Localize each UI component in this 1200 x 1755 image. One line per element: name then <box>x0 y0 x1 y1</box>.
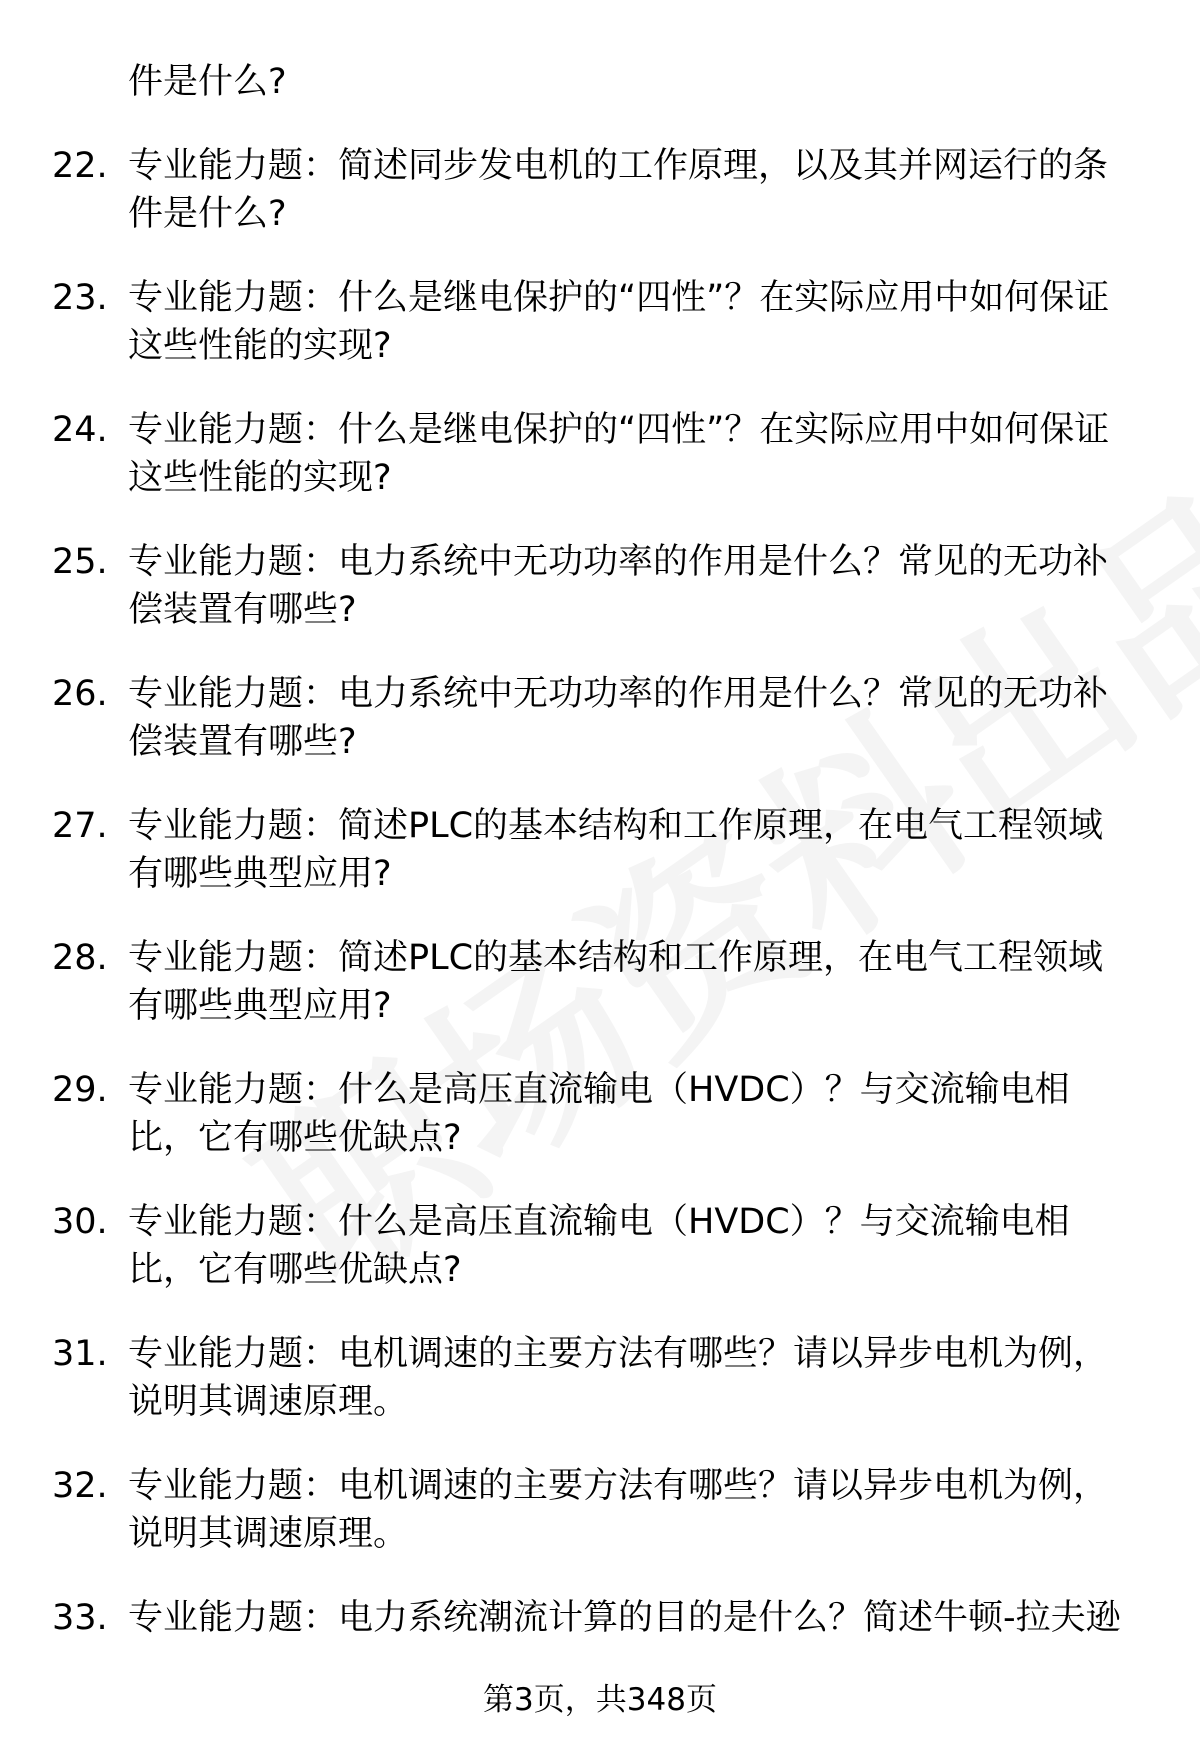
question-text: 专业能力题：电力系统潮流计算的目的是什么？简述牛顿-拉夫逊 <box>128 1598 1121 1638</box>
question-text: 专业能力题：什么是继电保护的“四性”？在实际应用中如何保证这些性能的实现? <box>128 410 1110 498</box>
question-text: 专业能力题：简述同步发电机的工作原理，以及其并网运行的条件是什么? <box>128 146 1109 234</box>
question-number: 32. <box>52 1466 108 1506</box>
list-item <box>0 1462 1200 1594</box>
list-item <box>0 670 1200 802</box>
list-item <box>0 406 1200 538</box>
list-item <box>0 1066 1200 1198</box>
question-number: 25. <box>52 542 108 582</box>
list-item <box>0 802 1200 934</box>
list-item <box>0 142 1200 274</box>
question-number: 27. <box>52 806 108 846</box>
question-text: 专业能力题：简述PLC的基本结构和工作原理，在电气工程领域有哪些典型应用? <box>128 806 1104 894</box>
question-text: 专业能力题：什么是高压直流输电（HVDC）？与交流输电相比，它有哪些优缺点? <box>128 1070 1070 1158</box>
list-item <box>0 1330 1200 1462</box>
question-text: 专业能力题：简述PLC的基本结构和工作原理，在电气工程领域有哪些典型应用? <box>128 938 1104 1026</box>
question-number: 24. <box>52 410 108 450</box>
question-number: 23. <box>52 278 108 318</box>
page-footer: 第3页，共348页 <box>483 1682 717 1718</box>
continuation-text: 件是什么? <box>128 62 287 102</box>
question-number: 22. <box>52 146 108 186</box>
question-text: 专业能力题：什么是高压直流输电（HVDC）？与交流输电相比，它有哪些优缺点? <box>128 1202 1070 1290</box>
question-number: 26. <box>52 674 108 714</box>
question-text: 专业能力题：电机调速的主要方法有哪些？请以异步电机为例，说明其调速原理。 <box>128 1334 1109 1422</box>
question-text: 专业能力题：电力系统中无功功率的作用是什么？常见的无功补偿装置有哪些? <box>128 542 1109 630</box>
question-number: 29. <box>52 1070 108 1110</box>
question-number: 33. <box>52 1598 108 1638</box>
list-item <box>0 274 1200 406</box>
question-list <box>0 142 1200 1726</box>
question-text: 专业能力题：什么是继电保护的“四性”？在实际应用中如何保证这些性能的实现? <box>128 278 1110 366</box>
list-item <box>0 1198 1200 1330</box>
list-item <box>0 538 1200 670</box>
question-number: 28. <box>52 938 108 978</box>
question-number: 30. <box>52 1202 108 1242</box>
question-text: 专业能力题：电力系统中无功功率的作用是什么？常见的无功补偿装置有哪些? <box>128 674 1109 762</box>
question-number: 31. <box>52 1334 108 1374</box>
question-text: 专业能力题：电机调速的主要方法有哪些？请以异步电机为例，说明其调速原理。 <box>128 1466 1109 1554</box>
list-item <box>0 934 1200 1066</box>
